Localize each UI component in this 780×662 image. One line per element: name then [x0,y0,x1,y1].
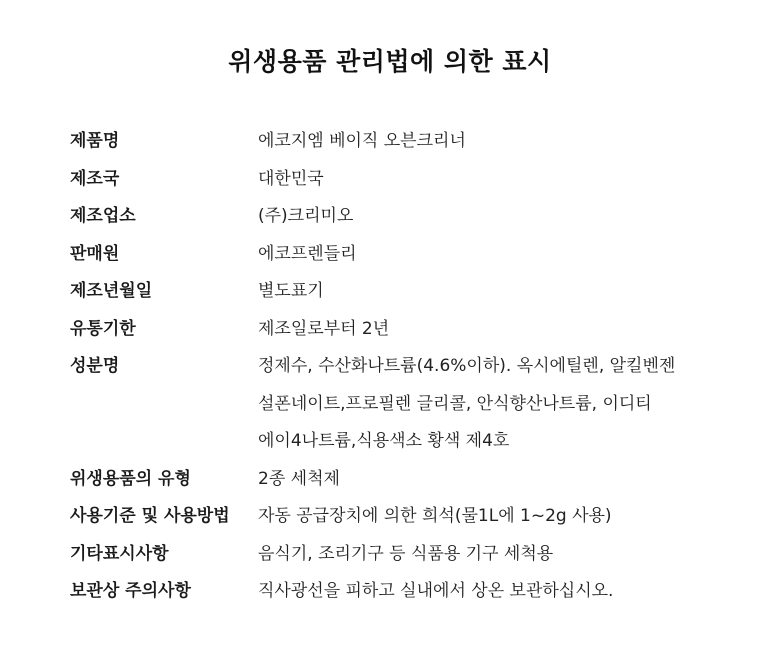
value-line: 자동 공급장치에 의한 희석(물1L에 1~2g 사용) [258,506,612,526]
value-line: 에코지엠 베이직 오븐크리너 [258,131,466,151]
value-line: 별도표기 [258,281,324,301]
value-product-type [258,461,760,499]
value-line: 에이4나트륨,식용색소 황색 제4호 [258,431,510,451]
label-other-notes: 기타표시사항 [70,543,169,564]
row-product-type [70,461,760,499]
value-product-name [258,123,760,161]
value-line: 음식기, 조리기구 등 식품용 기구 세척용 [258,543,554,564]
value-line: 직사광선을 피하고 실내에서 상온 보관하십시오. [258,581,614,601]
label-seller: 판매원 [70,243,120,264]
label-country: 제조국 [70,168,120,189]
product-info-table [70,123,760,611]
label-product-type: 위생용품의 유형 [70,468,191,489]
value-expiry [258,311,760,349]
label-usage: 사용기준 및 사용방법 [70,506,230,526]
value-line: 제조일로부터 2년 [258,318,390,339]
page-title: 위생용품 관리법에 의한 표시 [228,47,552,76]
row-usage [70,498,760,536]
row-manufacture-date [70,273,760,311]
label-expiry: 유통기한 [70,318,136,339]
label-manufacturer: 제조업소 [70,206,136,226]
value-line: 설폰네이트,프로필렌 글리콜, 안식향산나트륨, 이디티 [258,393,652,414]
value-country [258,161,760,199]
row-country [70,161,760,199]
label-storage: 보관상 주의사항 [70,581,191,601]
value-line: 에코프렌들리 [258,243,357,264]
value-usage [258,498,760,536]
value-storage [258,573,760,611]
row-seller [70,236,760,274]
label-manufacture-date: 제조년월일 [70,281,153,301]
row-manufacturer [70,198,760,236]
label-product-name: 제품명 [70,131,120,151]
row-expiry [70,311,760,349]
row-product-name [70,123,760,161]
value-line: 2종 세척제 [258,468,340,489]
row-storage [70,573,760,611]
value-ingredients [258,348,760,461]
row-ingredients [70,348,760,461]
value-line: 대한민국 [258,168,324,189]
value-seller [258,236,760,274]
value-manufacturer [258,198,760,236]
row-other-notes [70,536,760,574]
value-line: 정제수, 수산화나트륨(4.6%이하). 옥시에틸렌, 알킬벤젠 [258,356,676,376]
value-line: (주)크리미오 [258,206,354,226]
label-ingredients: 성분명 [70,356,120,376]
value-manufacture-date [258,273,760,311]
value-other-notes [258,536,760,574]
